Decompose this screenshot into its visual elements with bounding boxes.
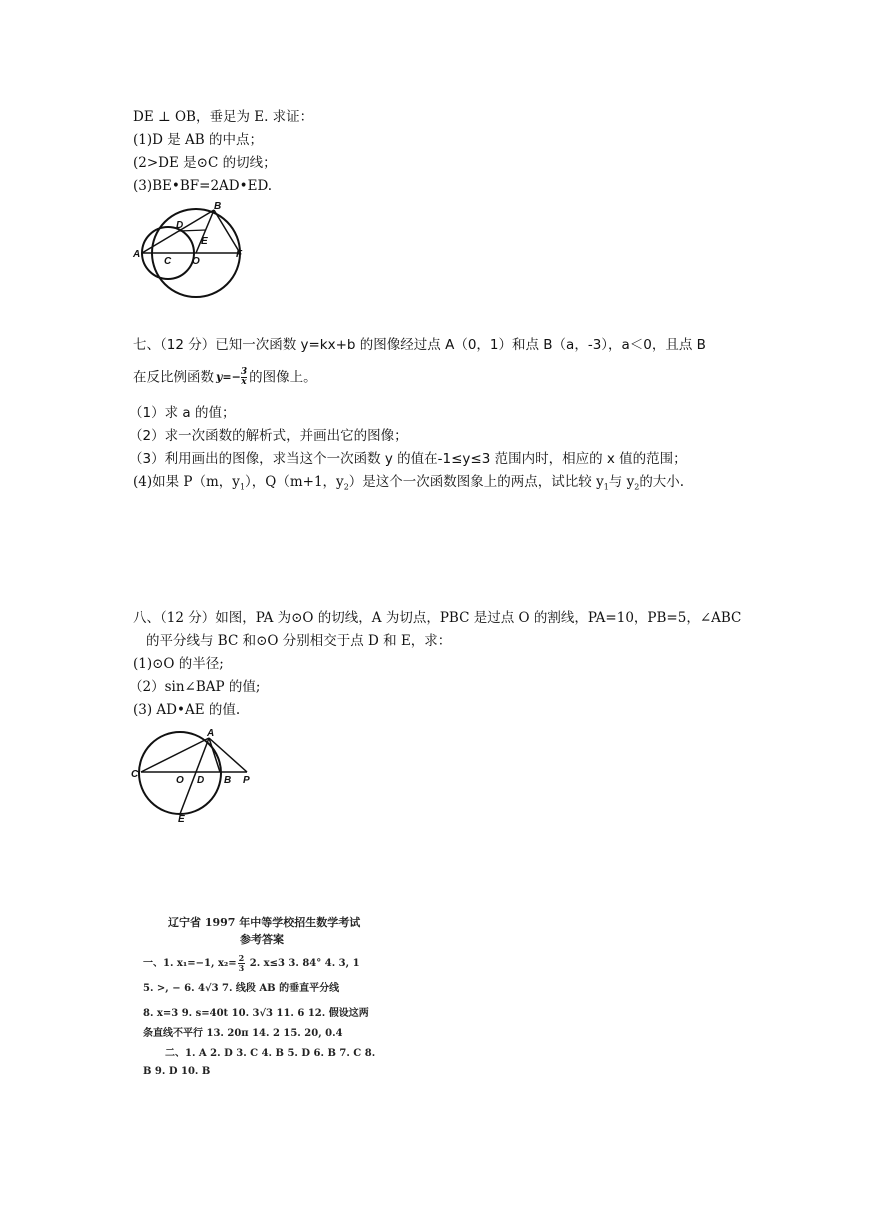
q6-figure — [130, 200, 252, 300]
inverse-function-num: 3 — [240, 367, 248, 377]
q6-line-4: (3)BE•BF=2AD•ED. — [133, 178, 273, 194]
q8-item-2: （2）sin∠BAP 的值; — [129, 679, 261, 695]
inverse-function — [216, 368, 247, 387]
fig2-label-d: D — [197, 775, 205, 786]
q7-line-2-prefix: 在反比例函数 — [133, 369, 214, 386]
fig2-label-b: B — [224, 775, 232, 786]
q6-line-1: DE ⊥ OB，垂足为 E. 求证： — [133, 109, 314, 125]
q7-line-2 — [133, 368, 317, 387]
q7-item-2: （2）求一次函数的解析式，并画出它的图像； — [129, 428, 408, 444]
fig1-label-f: F — [236, 249, 243, 260]
answer-line-3: 8. x=3 9. s=40t 10. 3√3 11. 6 12. 假设这两 — [143, 1008, 369, 1019]
answer-line-1-b: 2. x≤3 3. 84° 4. 3, 1 — [246, 958, 360, 969]
fig2-label-e: E — [178, 814, 185, 825]
fig1-label-c: C — [164, 256, 172, 267]
q7-item-4 — [133, 473, 684, 497]
answer-line-5: 二、1. A 2. D 3. C 4. B 5. D 6. B 7. C 8. — [165, 1048, 376, 1059]
q7-item-4-sub4: 2 — [634, 482, 640, 492]
q7-item-4-b: ），Q（m+1，y — [245, 474, 344, 490]
q7-item-1: （1）求 a 的值； — [129, 405, 236, 421]
q7-item-4-sub1: 1 — [239, 482, 246, 492]
q8-line-1: 八、（12 分）如图，PA 为⊙O 的切线，A 为切点，PBC 是过点 O 的割线，PA=10，PB=5，∠ABC — [133, 610, 742, 626]
answer-line-2: 5. >, − 6. 4√3 7. 线段 AB 的垂直平分线 — [143, 983, 340, 994]
q7-line-1: 七、（12 分）已知一次函数 y=kx+b 的图像经过点 A（0，1）和点 B（a，-3），a＜0，且点 B — [133, 337, 706, 353]
q8-item-3: (3) AD•AE 的值. — [133, 702, 241, 718]
q8-figure — [130, 726, 262, 826]
fig2-label-c: C — [131, 769, 139, 780]
q8-item-1: (1)⊙O 的半径; — [133, 656, 224, 672]
answer-line-4: 条直线不平行 13. 20π 14. 2 15. 20, 0.4 — [143, 1028, 343, 1039]
q7-item-4-sub2: 2 — [343, 482, 349, 492]
q6-line-2: (1)D 是 AB 的中点； — [133, 132, 263, 148]
answer-fraction — [238, 954, 246, 973]
q7-line-2-suffix: 的图像上。 — [249, 369, 317, 386]
answer-line-1-a: 一、1. x₁=−1, x₂= — [143, 958, 237, 969]
inverse-function-den: x — [241, 377, 247, 387]
fig1-label-e: E — [201, 236, 208, 247]
inverse-function-y: y=− — [216, 370, 241, 384]
answer-key-subtitle: 参考答案 — [240, 933, 284, 946]
fig1-label-a: A — [133, 249, 141, 260]
fig2-label-o: O — [176, 775, 184, 786]
answer-line-1 — [143, 954, 360, 973]
q7-item-4-sub3: 1 — [603, 482, 609, 492]
fig2-label-a: A — [207, 728, 215, 739]
q6-line-3: (2>DE 是⊙C 的切线； — [133, 155, 277, 171]
answer-key-title: 辽宁省 1997 年中等学校招生数学考试 — [168, 916, 361, 929]
answer-fraction-num: 2 — [238, 953, 245, 963]
q7-item-4-c: ）是这个一次函数图象上的两点，试比较 y — [348, 474, 604, 490]
q7-item-4-a: (4)如果 P（m，y — [133, 474, 240, 490]
fig1-label-b: B — [214, 201, 222, 212]
fig1-label-o: O — [192, 256, 200, 267]
answer-fraction-den: 3 — [238, 963, 245, 973]
fig1-label-d: D — [176, 220, 184, 231]
q7-item-4-e: 的大小. — [639, 474, 685, 490]
q7-item-3: （3）利用画出的图像，求当这个一次函数 y 的值在-1≤y≤3 范围内时，相应的 x 值的范围； — [129, 451, 687, 467]
fig2-label-p: P — [243, 775, 250, 786]
q7-item-4-d: 与 y — [608, 474, 635, 490]
answer-line-6: B 9. D 10. B — [143, 1066, 211, 1077]
q8-line-2: 的平分线与 BC 和⊙O 分别相交于点 D 和 E，求： — [146, 633, 452, 649]
